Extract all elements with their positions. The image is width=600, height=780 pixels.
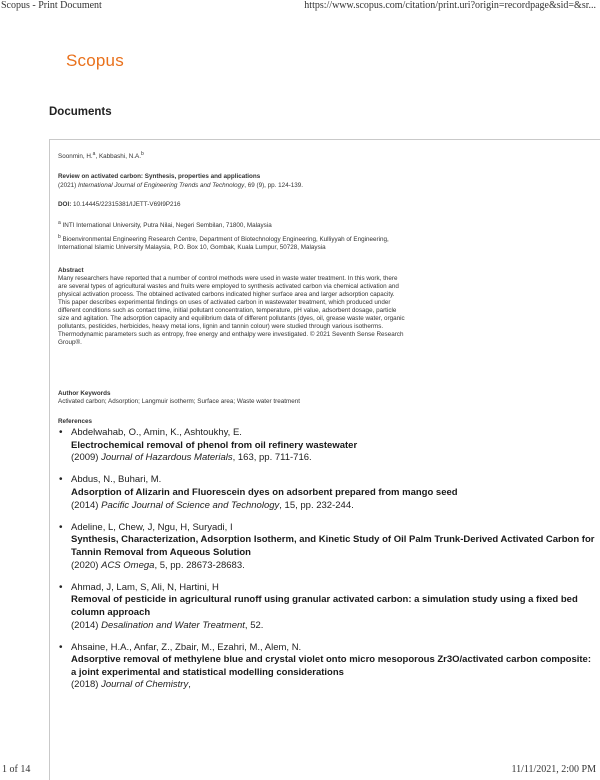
reference-title[interactable]: Synthesis, Characterization, Adsorption Isotherm, and Kinetic Study of Oil Palm Trunk-Derived Activated Carbon for Tannin Removal from Aqueous Solution <box>71 534 595 558</box>
affiliation-b-line-2: International Islamic University Malaysia, P.O. Box 10, Gombak, Kuala Lumpur, 50728, Malaysia <box>58 244 326 251</box>
references-list <box>58 427 598 702</box>
reference-title[interactable]: Adsorptive removal of methylene blue and crystal violet onto micro mesoporous Zr3O/activated carbon composite: a joint experimental and statistical modelling considerations <box>71 654 591 678</box>
reference-source: ACS Omega <box>101 559 155 571</box>
reference-authors: • Ahsaine, H.A., Anfar, Z., Zbair, M., Ezahri, M., Alem, N. <box>71 641 302 653</box>
abstract-text <box>58 275 405 347</box>
affiliation-b-line-1: Bioenvironmental Engineering Research Centre, Department of Biotechnology Engineering, Kulliyyah of Engineering, <box>62 236 389 243</box>
abstract-line: Many researchers have reported that a number of control methods were used in waste water treatment. In this work, there <box>58 275 398 282</box>
print-header-url: https://www.scopus.com/citation/print.uri?origin=recordpage&sid=&sr... <box>304 0 596 11</box>
reference-details: , 15, pp. 232-244. <box>279 499 354 511</box>
publication-year: (2021) <box>58 182 77 189</box>
affiliation-a-sup: a <box>58 219 61 226</box>
reference-item <box>58 582 598 632</box>
document-title: Review on activated carbon: Synthesis, properties and applications <box>58 173 261 180</box>
reference-title[interactable]: Electrochemical removal of phenol from oil refinery wastewater <box>71 439 358 451</box>
reference-item <box>58 642 598 692</box>
reference-item <box>58 474 598 512</box>
print-header-title: Scopus - Print Document <box>1 0 102 11</box>
doi-line <box>58 201 181 209</box>
reference-year: (2014) <box>71 619 99 631</box>
keywords-heading: Author Keywords <box>58 390 111 397</box>
abstract-line: size and agitation. The adsorption capacity and equilibrium data of different pollutants (dyes, oil, grease waste water, organic <box>58 315 405 322</box>
print-footer-datetime: 11/11/2021, 2:00 PM <box>511 764 596 775</box>
reference-item <box>58 427 598 465</box>
reference-source: Journal of Hazardous Materials <box>101 452 233 464</box>
abstract-heading: Abstract <box>58 267 84 274</box>
affiliation-a <box>58 219 272 230</box>
print-footer-page-count: 1 of 14 <box>2 764 31 775</box>
reference-year: (2020) <box>71 559 99 571</box>
reference-year: (2009) <box>71 452 99 464</box>
abstract-line: This paper describes experimental findings on uses of activated carbon in wastewater treatment, which produced under <box>58 299 391 306</box>
doi-value[interactable]: 10.14445/22315381/IJETT-V69I9P216 <box>73 201 181 208</box>
reference-source: Journal of Chemistry <box>101 679 189 691</box>
journal-name[interactable]: International Journal of Engineering Trends and Technology <box>77 182 245 189</box>
page-title: Documents <box>49 106 112 118</box>
affiliation-b-sup: b <box>58 233 61 240</box>
abstract-line: physical activation process. The obtained activated carbons indicated higher surface area and larger adsorption capacity. <box>58 291 395 298</box>
reference-item <box>58 522 598 572</box>
abstract-line: pollutants, pesticides, herbicides, heavy metal ions, lignin and tannin colour) were studied through various isotherms. <box>58 323 384 330</box>
abstract-line: are several types of agricultural wastes and fruits were employed to synthesis activated carbon via chemical activation and <box>58 283 399 290</box>
doi-label: DOI: <box>58 201 72 208</box>
reference-source: Desalination and Water Treatment <box>101 619 245 631</box>
reference-source: Pacific Journal of Science and Technology <box>101 499 280 511</box>
document-card <box>49 139 600 780</box>
reference-details: , 5, pp. 28673-28683. <box>154 559 245 571</box>
author-1-affil-sup: a <box>92 150 96 157</box>
reference-authors: • Abdelwahab, O., Amin, K., Ashtoukhy, E. <box>71 427 242 438</box>
volume-pages: , 69 (9), pp. 124-139. <box>244 182 304 189</box>
affiliation-b <box>58 233 389 252</box>
reference-details: , 163, pp. 711-716. <box>232 452 312 464</box>
citation-line <box>58 182 303 190</box>
reference-authors: • Adeline, L, Chew, J, Ngu, H, Suryadi, I <box>71 521 233 533</box>
reference-year: (2014) <box>71 499 99 511</box>
reference-title[interactable]: Adsorption of Alizarin and Fluorescein dyes on adsorbent prepared from mango seed <box>71 486 458 498</box>
keywords-list: Activated carbon; Adsorption; Langmuir isotherm; Surface area; Waste water treatment <box>58 398 300 405</box>
author-separator: , <box>95 153 99 160</box>
reference-title[interactable]: Removal of pesticide in agricultural runoff using granular activated carbon: a simulation study using a fixed bed column approach <box>71 594 578 618</box>
scopus-logo: Scopus <box>66 51 124 70</box>
author-1[interactable]: Soonmin, H. <box>58 153 93 160</box>
abstract-line: Group®. <box>58 339 82 346</box>
authors-line <box>58 150 144 161</box>
author-2[interactable]: Kabbashi, N.A. <box>98 153 141 160</box>
abstract-line: Thermodynamic parameters such as entropy, free energy and enthalpy were investigated. © 2021 Seventh Sense Research <box>58 331 404 338</box>
author-2-affil-sup: b <box>140 150 144 157</box>
reference-details: , 52. <box>244 619 264 631</box>
reference-year: (2018) <box>71 679 99 691</box>
affiliation-a-text: INTI International University, Putra Nilai, Negeri Sembilan, 71800, Malaysia <box>62 222 272 229</box>
reference-details: , <box>188 679 191 691</box>
abstract-line: different conditions such as contact time, initial pollutant concentration, temperature, pH value, adsorbent dosage, particle <box>58 307 397 314</box>
reference-authors: • Abdus, N., Buhari, M. <box>71 474 162 486</box>
references-heading: References <box>58 418 92 425</box>
reference-authors: • Ahmad, J, Lam, S, Ali, N, Hartini, H <box>71 581 219 593</box>
